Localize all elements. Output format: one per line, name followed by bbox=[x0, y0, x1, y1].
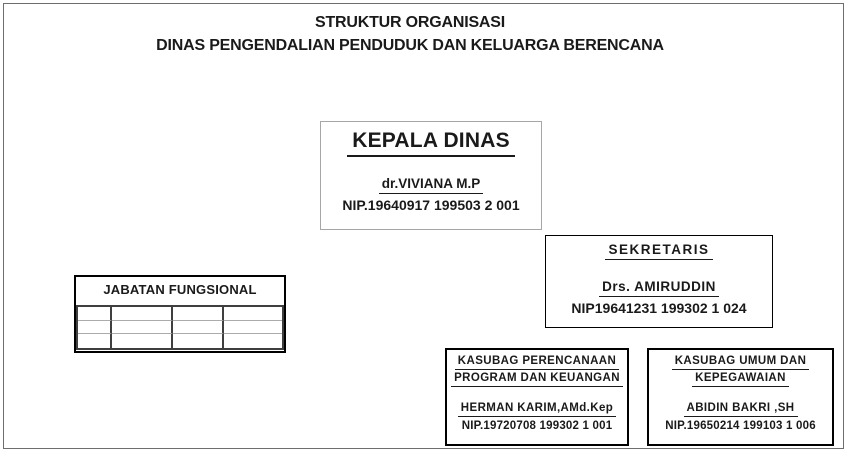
kasubag-perencanaan-name bbox=[447, 402, 627, 417]
sekretaris-name bbox=[546, 279, 772, 297]
kepala-dinas-nip: NIP.19640917 199503 2 001 bbox=[342, 197, 520, 213]
kasubag-umum-title-line2-text: KEPEGAWAIAN bbox=[692, 372, 789, 387]
grid-cell bbox=[224, 307, 282, 321]
kasubag-umum-title-line1 bbox=[649, 355, 832, 370]
kasubag-perencanaan-box bbox=[445, 348, 629, 446]
kasubag-umum-box bbox=[647, 348, 834, 446]
kasubag-umum-name-text: ABIDIN BAKRI ,SH bbox=[684, 402, 798, 417]
jabatan-fungsional-box bbox=[74, 275, 286, 353]
grid-cell bbox=[78, 334, 112, 348]
kepala-dinas-title-text: KEPALA DINAS bbox=[347, 129, 515, 157]
chart-title-line1: STRUKTUR ORGANISASI bbox=[315, 14, 505, 31]
kepala-dinas-name-text: dr.VIVIANA M.P bbox=[379, 176, 484, 194]
grid-cell bbox=[173, 321, 224, 335]
kasubag-perencanaan-title-line2-text: PROGRAM DAN KEUANGAN bbox=[451, 372, 623, 387]
grid-cell bbox=[112, 307, 173, 321]
kasubag-umum-title-line1-text: KASUBAG UMUM DAN bbox=[672, 355, 810, 370]
kasubag-perencanaan-name-text: HERMAN KARIM,AMd.Kep bbox=[458, 402, 616, 417]
sekretaris-name-text: Drs. AMIRUDDIN bbox=[599, 279, 719, 297]
kepala-dinas-name bbox=[321, 176, 541, 194]
sekretaris-nip: NIP19641231 199302 1 024 bbox=[571, 300, 747, 316]
grid-cell bbox=[112, 321, 173, 335]
grid-cell bbox=[78, 321, 112, 335]
jabatan-fungsional-grid bbox=[76, 305, 284, 350]
grid-cell bbox=[224, 334, 282, 348]
sekretaris-box bbox=[545, 235, 773, 328]
grid-cell bbox=[224, 321, 282, 335]
kasubag-perencanaan-title-line2 bbox=[447, 372, 627, 387]
grid-cell bbox=[173, 307, 224, 321]
kepala-dinas-title bbox=[321, 129, 541, 157]
sekretaris-title-text: SEKRETARIS bbox=[605, 242, 712, 260]
kasubag-umum-title-line2 bbox=[649, 372, 832, 387]
grid-cell bbox=[78, 307, 112, 321]
grid-cell bbox=[112, 334, 173, 348]
kasubag-perencanaan-nip: NIP.19720708 199302 1 001 bbox=[461, 420, 613, 432]
kasubag-umum-nip: NIP.19650214 199103 1 006 bbox=[665, 420, 816, 432]
kasubag-perencanaan-title-line1 bbox=[447, 355, 627, 370]
sekretaris-title bbox=[546, 242, 772, 260]
chart-title bbox=[0, 11, 820, 57]
kepala-dinas-box bbox=[320, 121, 542, 230]
jabatan-fungsional-title: JABATAN FUNGSIONAL bbox=[103, 282, 257, 297]
kasubag-perencanaan-title-line1-text: KASUBAG PERENCANAAN bbox=[455, 355, 619, 370]
grid-cell bbox=[173, 334, 224, 348]
kasubag-umum-name bbox=[649, 402, 832, 417]
chart-title-line2: DINAS PENGENDALIAN PENDUDUK DAN KELUARGA BERENCANA bbox=[156, 37, 664, 54]
